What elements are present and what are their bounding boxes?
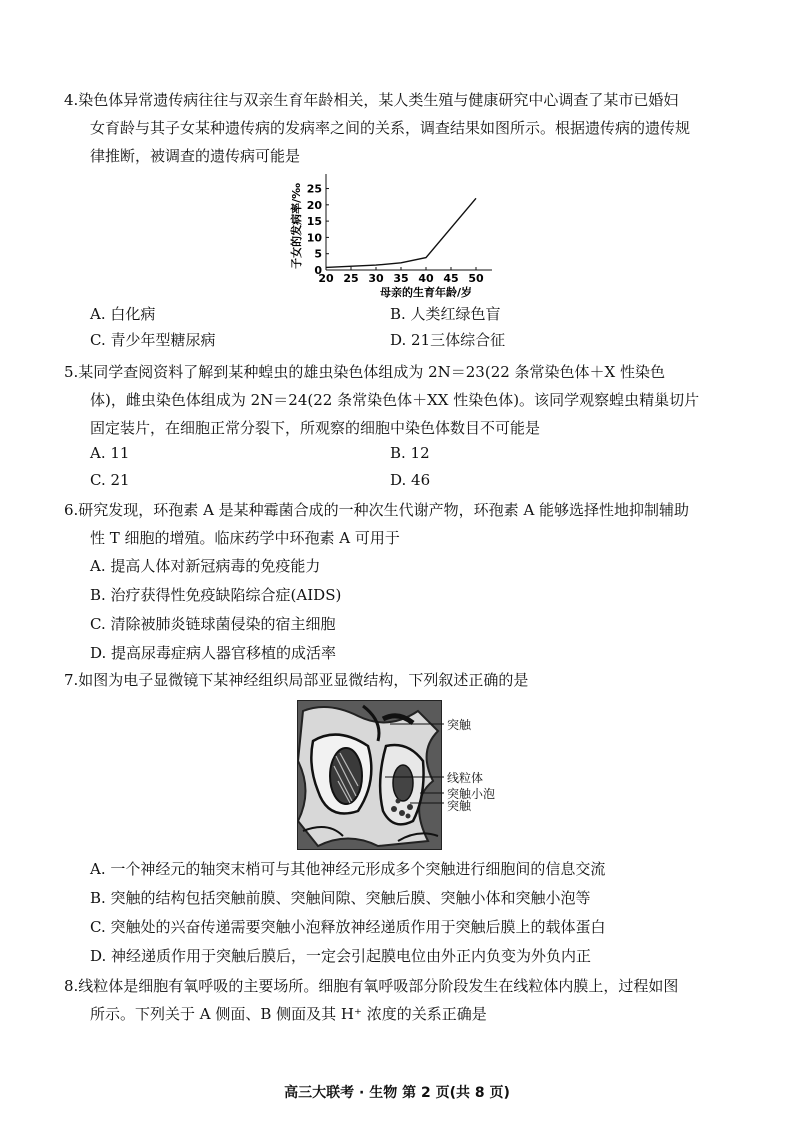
q6-option-d[interactable]: D. 提高尿毒症病人器官移植的成活率 xyxy=(90,644,337,662)
label-synapse-top: 突触 xyxy=(447,718,472,732)
page-footer: 高三大联考 · 生物 第 2 页(共 8 页) xyxy=(284,1085,510,1101)
q7-option-d[interactable]: D. 神经递质作用于突触后膜后，一定会引起膜电位由外正内负变为外负内正 xyxy=(90,947,592,965)
y-tick-label: 10 xyxy=(306,231,322,245)
x-tick-label: 35 xyxy=(393,272,409,285)
q6-stem-line2: 性 T 细胞的增殖。临床药学中环孢素 A 可用于 xyxy=(90,529,400,547)
label-synaptic-vesicle: 突触小泡 xyxy=(447,787,496,801)
q4-option-d[interactable]: D. 21三体综合征 xyxy=(390,331,506,349)
question-7-options xyxy=(64,855,744,971)
q4-stem-line2: 女育龄与其子女某种遗传病的发病率之间的关系，调查结果如图所示。根据遗传病的遗传规 xyxy=(90,119,691,137)
q8-stem-line1: 8.线粒体是细胞有氧呼吸的主要场所。细胞有氧呼吸部分阶段发生在线粒体内膜上，过程如图 xyxy=(64,977,679,995)
y-tick-label: 0 xyxy=(314,264,322,277)
y-tick-label: 25 xyxy=(306,182,322,196)
question-4 xyxy=(64,86,744,170)
q4-option-c[interactable]: C. 青少年型糖尿病 xyxy=(90,331,216,349)
label-mitochondrion: 线粒体 xyxy=(447,771,484,785)
q6-option-c[interactable]: C. 清除被肺炎链球菌侵染的宿主细胞 xyxy=(90,615,336,633)
question-8 xyxy=(64,972,744,1028)
x-tick-label: 45 xyxy=(443,272,459,285)
q5-option-d[interactable]: D. 46 xyxy=(390,471,431,489)
q7-option-a[interactable]: A. 一个神经元的轴突末梢可与其他神经元形成多个突触进行细胞间的信息交流 xyxy=(90,860,606,878)
q5-stem-line2: 体)，雌虫染色体组成为 2N＝24(22 条常染色体＋XX 性染色体)。该同学观察蝗虫精巢切片 xyxy=(90,391,700,409)
x-tick-label: 50 xyxy=(468,272,484,285)
y-tick-label: 15 xyxy=(306,215,322,229)
q6-option-a[interactable]: A. 提高人体对新冠病毒的免疫能力 xyxy=(90,557,321,575)
q4-option-a[interactable]: A. 白化病 xyxy=(90,305,156,323)
question-7 xyxy=(64,666,744,694)
x-axis-label: 母亲的生育年龄/岁 xyxy=(379,286,473,299)
q4-stem-line1: 4.染色体异常遗传病往往与双亲生育年龄相关，某人类生殖与健康研究中心调查了某市已婚妇 xyxy=(64,91,679,109)
x-tick-label: 30 xyxy=(368,272,384,285)
q5-stem-line1: 5.某同学查阅资料了解到某种蝗虫的雄虫染色体组成为 2N＝23(22 条常染色体＋X 性染色 xyxy=(64,363,665,381)
x-tick-label: 25 xyxy=(343,272,359,285)
q5-option-a[interactable]: A. 11 xyxy=(90,444,130,462)
q7-stem-line1: 7.如图为电子显微镜下某神经组织局部亚显微结构，下列叙述正确的是 xyxy=(64,671,529,689)
q5-option-b[interactable]: B. 12 xyxy=(390,444,430,462)
question-6 xyxy=(64,496,744,668)
label-leader-lines xyxy=(380,700,450,830)
q5-option-c[interactable]: C. 21 xyxy=(90,471,130,489)
q4-stem-line3: 律推断，被调查的遗传病可能是 xyxy=(90,147,301,165)
incidence-line-chart xyxy=(284,172,504,300)
y-tick-label: 5 xyxy=(314,247,322,261)
x-tick-label: 20 xyxy=(318,272,334,285)
y-tick-label: 20 xyxy=(306,198,322,212)
x-tick-label: 40 xyxy=(418,272,434,285)
q6-option-b[interactable]: B. 治疗获得性免疫缺陷综合症(AIDS) xyxy=(90,586,342,604)
q4-option-b[interactable]: B. 人类红绿色盲 xyxy=(390,305,501,323)
question-5 xyxy=(64,358,744,442)
label-synapse-bottom: 突触 xyxy=(447,799,472,813)
q5-stem-line3: 固定装片，在细胞正常分裂下，所观察的细胞中染色体数目不可能是 xyxy=(90,419,541,437)
q6-stem-line1: 6.研究发现，环孢素 A 是某种霉菌合成的一种次生代谢产物，环孢素 A 能够选择性地抑制辅助 xyxy=(64,501,690,519)
incidence-series-line xyxy=(326,198,476,267)
y-axis-label: 子女的发病率/‰ xyxy=(290,183,303,269)
q7-option-b[interactable]: B. 突触的结构包括突触前膜、突触间隙、突触后膜、突触小体和突触小泡等 xyxy=(90,889,591,907)
q7-option-c[interactable]: C. 突触处的兴奋传递需要突触小泡释放神经递质作用于突触后膜上的载体蛋白 xyxy=(90,918,606,936)
q8-stem-line2: 所示。下列关于 A 侧面、B 侧面及其 H⁺ 浓度的关系正确是 xyxy=(90,1005,487,1023)
